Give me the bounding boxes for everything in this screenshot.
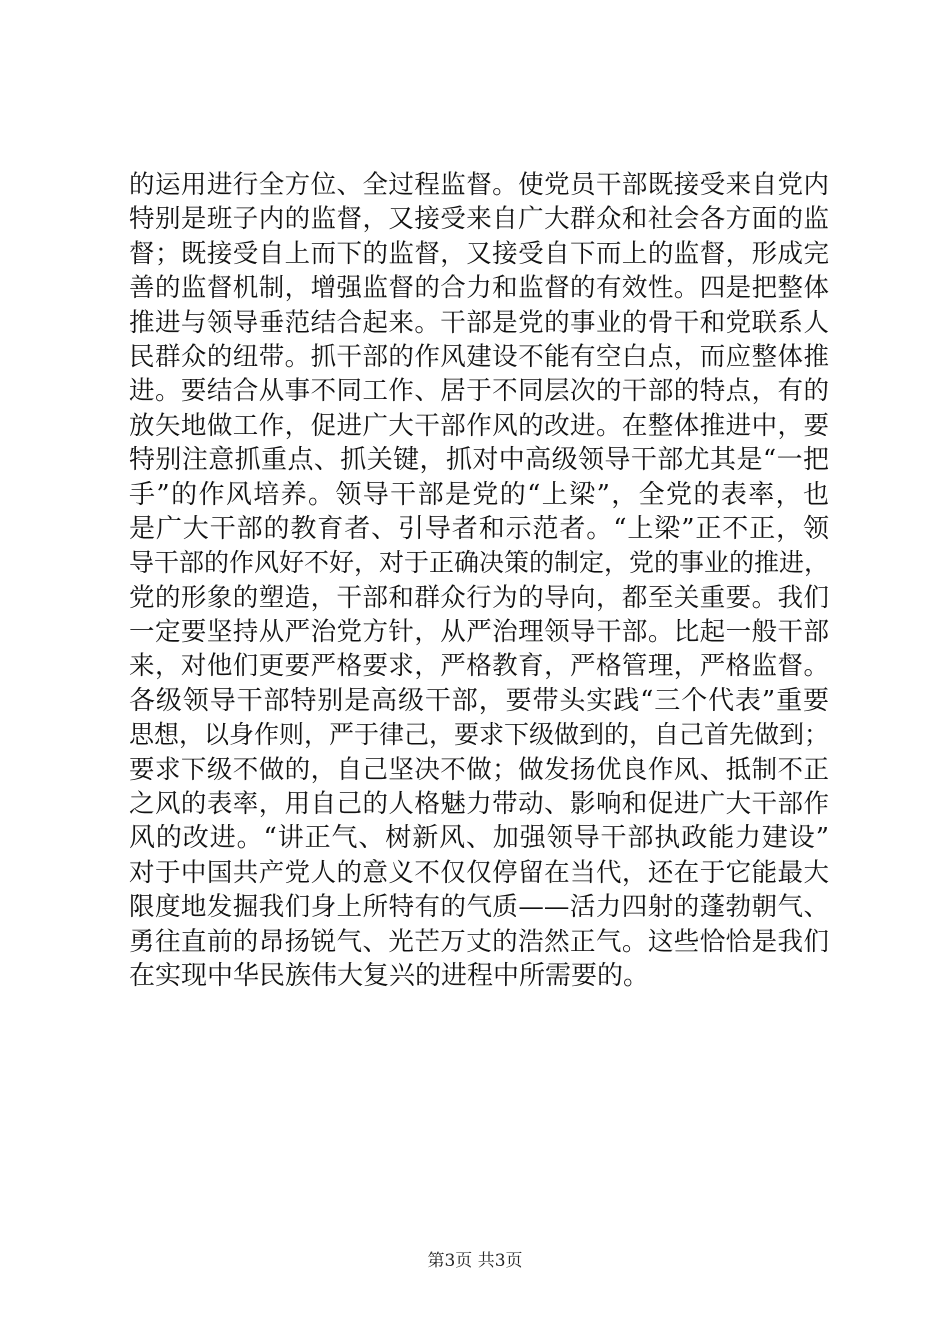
text-line: 进。要结合从事不同工作、居于不同层次的干部的特点，有的 — [129, 376, 829, 407]
text-line: 一定要坚持从严治党方针，从严治理领导干部。比起一般干部 — [129, 617, 829, 648]
text-line: 党的形象的塑造，干部和群众行为的导向，都至关重要。我们 — [129, 582, 829, 613]
body-paragraph — [129, 168, 829, 993]
text-line: 特别是班子内的监督，又接受来自广大群众和社会各方面的监 — [129, 204, 829, 235]
text-line: 在实现中华民族伟大复兴的进程中所需要的。 — [129, 960, 650, 991]
text-line: 思想，以身作则，严于律己，要求下级做到的，自己首先做到； — [129, 720, 830, 750]
text-line: 勇往直前的昂扬锐气、光芒万丈的浩然正气。这些恰恰是我们 — [129, 926, 829, 957]
text-line: 推进与领导垂范结合起来。干部是党的事业的骨干和党联系人 — [129, 307, 829, 338]
text-line: 来，对他们更要严格要求，严格教育，严格管理，严格监督。 — [129, 651, 829, 682]
text-line: 特别注意抓重点、抓关键，抓对中高级领导干部尤其是“一把 — [129, 445, 829, 476]
page-footer: 第3页 共3页 — [427, 1251, 523, 1271]
text-line: 放矢地做工作，促进广大干部作风的改进。在整体推进中，要 — [129, 410, 829, 441]
text-line: 之风的表率，用自己的人格魅力带动、影响和促进广大干部作 — [129, 789, 829, 820]
text-line: 善的监督机制，增强监督的合力和监督的有效性。四是把整体 — [129, 273, 829, 304]
text-line: 风的改进。“讲正气、树新风、加强领导干部执政能力建设” — [129, 823, 829, 854]
text-line: 的运用进行全方位、全过程监督。使党员干部既接受来自党内 — [129, 170, 829, 200]
text-line: 导干部的作风好不好，对于正确决策的制定，党的事业的推进， — [129, 548, 830, 578]
text-line: 各级领导干部特别是高级干部，要带头实践“三个代表”重要 — [129, 685, 829, 716]
text-line: 民群众的纽带。抓干部的作风建设不能有空白点，而应整体推 — [129, 341, 829, 372]
text-line: 对于中国共产党人的意义不仅仅停留在当代，还在于它能最大 — [129, 857, 829, 888]
text-line: 手”的作风培养。领导干部是党的“上梁”，全党的表率，也 — [129, 479, 829, 510]
text-line: 督；既接受自上而下的监督，又接受自下而上的监督，形成完 — [129, 238, 829, 269]
text-line: 要求下级不做的，自己坚决不做；做发扬优良作风、抵制不正 — [129, 754, 829, 785]
text-line: 限度地发掘我们身上所特有的气质——活力四射的蓬勃朝气、 — [129, 892, 829, 923]
text-line: 是广大干部的教育者、引导者和示范者。“上梁”正不正，领 — [129, 513, 829, 544]
